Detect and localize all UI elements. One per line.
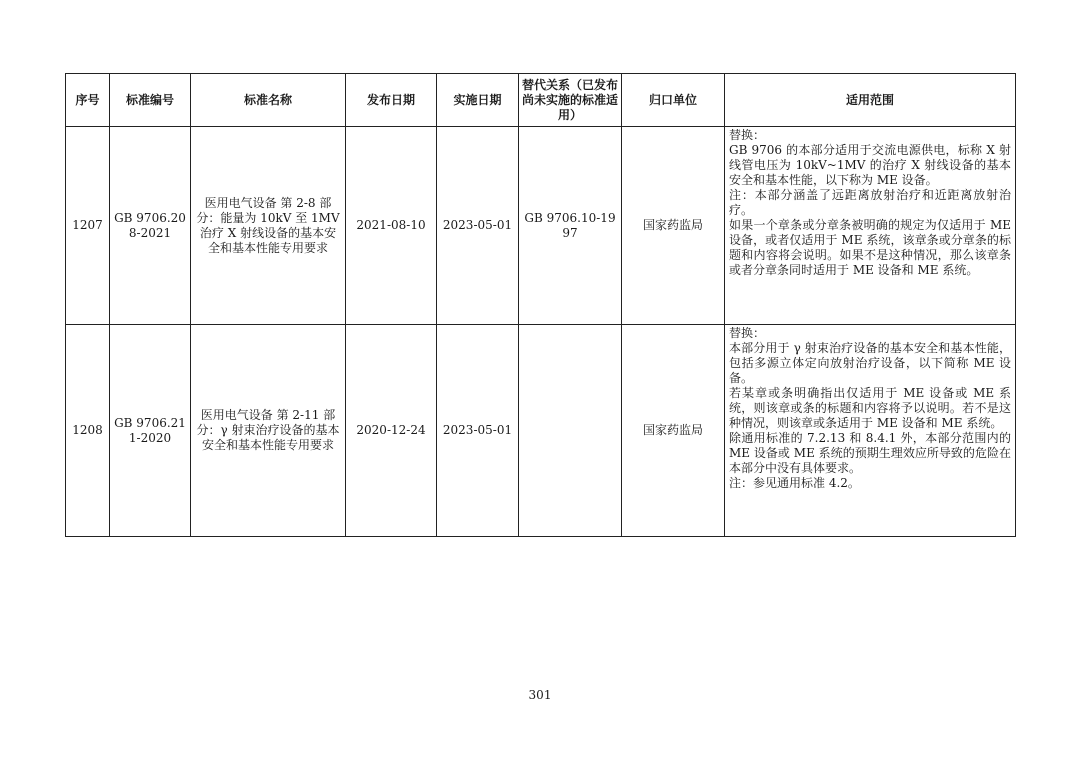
- scope-line: GB 9706 的本部分适用于交流电源供电，标称 X 射线管电压为 10kV~1MV 的治疗 X 射线设备的基本安全和基本性能，以下称为 ME 设备。: [729, 143, 1011, 187]
- cell-publish-date: 2021-08-10: [346, 127, 437, 325]
- cell-replaces: [519, 325, 622, 537]
- scope-line: 若某章或条明确指出仅适用于 ME 设备或 ME 系统，则该章或条的标题和内容将予以说明。若不是这种情况，则该章或条适用于 ME 设备和 ME 系统。: [729, 386, 1011, 430]
- cell-publish-date: 2020-12-24: [346, 325, 437, 537]
- header-scope: 适用范围: [725, 74, 1016, 127]
- scope-line: 本部分用于 γ 射束治疗设备的基本安全和基本性能，包括多源立体定向放射治疗设备，以下简称 ME 设备。: [729, 341, 1011, 385]
- cell-authority: 国家药监局: [622, 127, 725, 325]
- scope-line: 注：参见通用标准 4.2。: [729, 476, 860, 490]
- cell-effective-date: 2023-05-01: [437, 127, 519, 325]
- cell-effective-date: 2023-05-01: [437, 325, 519, 537]
- header-replaces: 替代关系（已发布尚未实施的标准适用）: [519, 74, 622, 127]
- table-row: [66, 127, 1016, 325]
- header-name: 标准名称: [191, 74, 346, 127]
- cell-scope: [725, 127, 1016, 325]
- standards-table: [65, 73, 1016, 537]
- scope-line: 替换：: [729, 128, 766, 142]
- cell-seq: 1208: [66, 325, 110, 537]
- header-seq: 序号: [66, 74, 110, 127]
- cell-authority: 国家药监局: [622, 325, 725, 537]
- cell-seq: 1207: [66, 127, 110, 325]
- scope-line: 除通用标准的 7.2.13 和 8.4.1 外，本部分范围内的 ME 设备或 ME 系统的预期生理效应所导致的危险在本部分中没有具体要求。: [729, 431, 1011, 475]
- table-header-row: [66, 74, 1016, 127]
- cell-name: 医用电气设备 第 2-8 部分：能量为 10kV 至 1MV 治疗 X 射线设备的基本安全和基本性能专用要求: [191, 127, 346, 325]
- cell-replaces: GB 9706.10-1997: [519, 127, 622, 325]
- scope-line: 替换：: [729, 326, 766, 340]
- scope-line: 注：本部分涵盖了远距离放射治疗和近距离放射治疗。: [729, 188, 1011, 217]
- cell-code: GB 9706.211-2020: [110, 325, 191, 537]
- cell-code: GB 9706.208-2021: [110, 127, 191, 325]
- header-effective-date: 实施日期: [437, 74, 519, 127]
- cell-name: 医用电气设备 第 2-11 部分：γ 射束治疗设备的基本安全和基本性能专用要求: [191, 325, 346, 537]
- page-number: 301: [528, 688, 552, 702]
- scope-line: 如果一个章条或分章条被明确的规定为仅适用于 ME 设备，或者仅适用于 ME 系统，该章条或分章条的标题和内容将会说明。如果不是这种情况，那么该章条或者分章条同时适用于 ME 设备和 ME 系统。: [729, 218, 1011, 277]
- table-row: [66, 325, 1016, 537]
- header-authority: 归口单位: [622, 74, 725, 127]
- header-code: 标准编号: [110, 74, 191, 127]
- header-publish-date: 发布日期: [346, 74, 437, 127]
- cell-scope: [725, 325, 1016, 537]
